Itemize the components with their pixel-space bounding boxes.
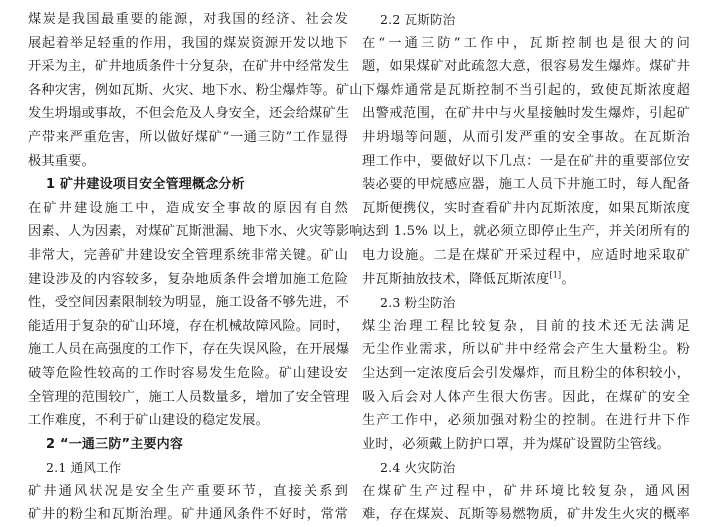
paragraph-line — [362, 55, 690, 79]
subsection-heading — [362, 8, 690, 32]
line-text: 电力设施。二是在煤矿开采过程中，应适时地采取矿 — [362, 247, 690, 263]
line-text: 吸入后会对人体产生很大伤害。因此，在煤矿的安全 — [362, 389, 690, 405]
line-text: 展起着举足轻重的作用，我国的煤炭资源开发以地下 — [28, 35, 348, 51]
line-text: 尘达到一定浓度后会引发爆炸，而且粉尘的体积较小， — [362, 365, 690, 381]
paragraph-line — [28, 409, 348, 433]
line-text: 井坍塌等问题，从而引发严重的安全事故。在瓦斯治 — [362, 129, 690, 145]
line-text: 井瓦斯抽放技术，降低瓦斯浓度 — [362, 271, 550, 287]
paragraph-line — [28, 362, 348, 386]
line-text: 各种灾害，例如瓦斯、火灾、地下水、粉尘爆炸等。矿山 — [28, 82, 363, 98]
paragraph-line — [28, 315, 348, 339]
line-text: 业时，必须戴上防护口罩，并为煤矿设置防尘管线。 — [362, 436, 670, 452]
left-column — [28, 8, 363, 527]
line-text: 开采为主，矿井地质条件十分复杂，在矿井中经常发生 — [28, 59, 350, 75]
line-text: 非常大，完善矿井建设安全管理系统非常关键。矿山 — [28, 247, 348, 263]
line-tail: 。 — [561, 271, 575, 287]
paragraph-line — [362, 268, 690, 292]
paragraph-line — [362, 362, 690, 386]
paragraph-line — [28, 244, 348, 268]
line-text: 2.3 粉尘防治 — [380, 295, 456, 311]
paragraph-line — [362, 126, 690, 150]
line-text: 装必要的甲烷感应器，施工人员下井施工时，每人配备 — [362, 177, 690, 193]
line-text: 生产工作中，必须加强对粉尘的控制。在进行井下作 — [362, 413, 690, 429]
paragraph-line — [28, 197, 348, 221]
line-text: 2 “一通三防”主要内容 — [46, 436, 184, 452]
paragraph-line — [28, 79, 363, 103]
paragraph-line — [28, 102, 348, 126]
paragraph-line — [28, 126, 348, 150]
paragraph-line — [28, 268, 348, 292]
line-text: 极其重要。 — [28, 153, 95, 169]
paragraph-line — [28, 338, 348, 362]
line-text: 工作难度，不利于矿山建设的稳定发展。 — [28, 413, 269, 429]
line-text: 下爆炸通常是瓦斯控制不当引起的，致使瓦斯浓度超 — [362, 82, 690, 98]
line-text: 矿井通风状况是安全生产重要环节，直接关系到 — [28, 483, 348, 499]
paragraph-line — [28, 32, 348, 56]
paragraph-line — [362, 197, 690, 221]
line-text: 1 矿井建设项目安全管理概念分析 — [46, 177, 245, 193]
line-text: 全管理的范围较广，施工人员数量多，增加了安全管理 — [28, 389, 350, 405]
line-text: 出警戒范围，在矿井中与火星接触时发生爆炸，引起矿 — [362, 106, 690, 122]
line-text: 建设涉及的内容较多，复杂地质条件会增加施工危险 — [28, 271, 348, 287]
subsection-heading — [362, 456, 690, 480]
section-heading — [28, 433, 348, 457]
line-text: 煤尘治理工程比较复杂，目前的技术还无法满足 — [362, 318, 690, 334]
line-text: 发生坍塌或事故，不但会危及人身安全，还会给煤矿生 — [28, 106, 350, 122]
paragraph-line — [362, 503, 690, 527]
line-text: 理工作中，要做好以下几点：一是在矿井的重要部位安 — [362, 153, 690, 169]
line-text: 2.2 瓦斯防治 — [380, 12, 456, 27]
paragraph-line — [362, 433, 690, 457]
citation-marker: [1] — [549, 270, 562, 280]
paragraph-line — [362, 386, 690, 410]
paragraph-line — [362, 315, 690, 339]
line-text: 施工人员在高强度的工作下，存在失误风险，在开展爆 — [28, 342, 350, 358]
line-text: 在煤矿生产过程中，矿井环境比较复杂，通风困 — [362, 483, 690, 499]
paragraph-line — [28, 55, 348, 79]
section-heading — [28, 173, 348, 197]
paragraph-line — [362, 409, 690, 433]
line-text: 因素、人为因素，对煤矿瓦斯泄漏、地下水、火灾等影响 — [28, 224, 363, 240]
line-text: 产带来严重危害，所以做好煤矿“一通三防”工作显得 — [28, 129, 348, 145]
line-text: 矿井的粉尘和瓦斯治理。矿井通风条件不好时，常常 — [28, 507, 348, 523]
line-text: 瓦斯便携仪，实时查看矿井内瓦斯浓度，如果瓦斯浓度 — [362, 200, 690, 216]
line-text: 性，受空间因素限制较为明显，施工设备不够先进，不 — [28, 295, 350, 311]
right-column — [362, 8, 690, 527]
paragraph-line — [362, 338, 690, 362]
subsection-heading — [362, 291, 690, 315]
subsection-heading — [28, 456, 348, 480]
line-text: 煤炭是我国最重要的能源，对我国的经济、社会发 — [28, 12, 348, 27]
paragraph-line — [28, 480, 348, 504]
paragraph-line — [362, 480, 690, 504]
paragraph-line — [362, 173, 690, 197]
paragraph-line — [362, 220, 690, 244]
paragraph-line — [28, 386, 348, 410]
paragraph-line — [28, 291, 348, 315]
paragraph-line — [362, 102, 690, 126]
line-text: 题，如果煤矿对此疏忽大意，很容易发生爆炸。煤矿井 — [362, 59, 690, 75]
line-text: 破等危险性较高的工作时容易发生危险。矿山建设安 — [28, 365, 348, 381]
line-text: 达到 1.5% 以上，就必须立即停止生产，并关闭所有的 — [362, 224, 690, 240]
line-text: 无尘作业需求，所以矿井中经常会产生大量粉尘。粉 — [362, 342, 690, 358]
line-text: 能适用于复杂的矿山环境，存在机械故障风险。同时， — [28, 318, 350, 334]
paragraph-line — [28, 150, 348, 174]
paragraph-line — [28, 503, 348, 527]
paragraph-line — [362, 150, 690, 174]
paragraph-line — [28, 8, 348, 32]
line-text: 在“一通三防”工作中，瓦斯控制也是很大的问 — [362, 35, 690, 51]
line-text: 在矿井建设施工中，造成安全事故的原因有自然 — [28, 200, 348, 216]
line-text: 2.4 火灾防治 — [380, 460, 456, 476]
line-text: 2.1 通风工作 — [46, 460, 122, 476]
paragraph-line — [362, 32, 690, 56]
paragraph-line — [362, 244, 690, 268]
line-text: 难，存在煤炭、瓦斯等易燃物质，矿井发生火灾的概率 — [362, 507, 690, 523]
paragraph-line — [28, 220, 363, 244]
paragraph-line — [362, 79, 690, 103]
